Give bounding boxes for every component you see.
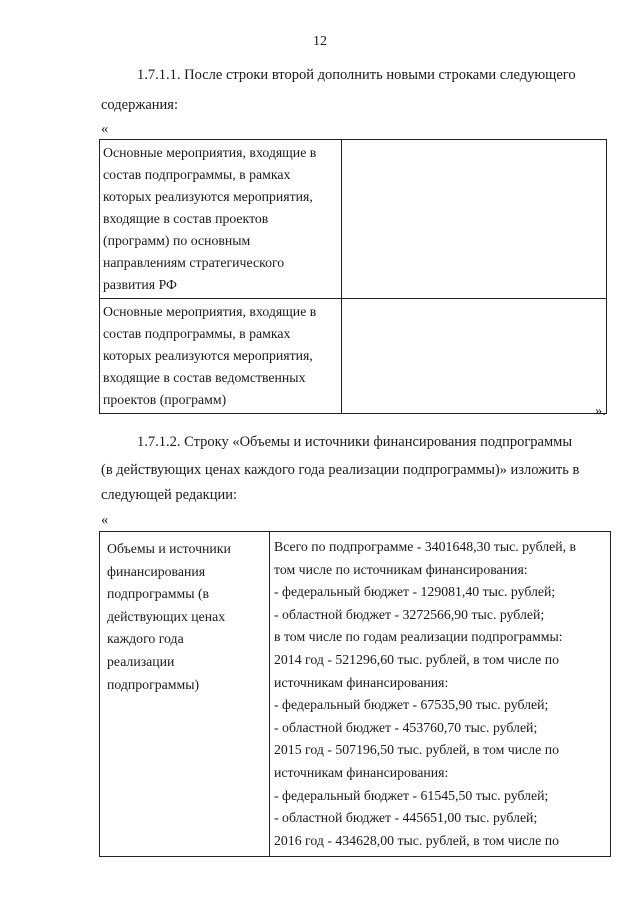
text-line: 2015 год - 507196,50 тыс. рублей, в том числе по: [274, 742, 559, 758]
text-line: - федеральный бюджет - 61545,50 тыс. рублей;: [274, 787, 549, 803]
table-row: [100, 140, 607, 299]
text-line: Объемы и источники: [107, 541, 231, 556]
financing-values-cell: [270, 532, 611, 857]
text-line: (программ) по основным: [103, 233, 251, 248]
row-1-left-cell: [100, 140, 342, 299]
table-row: [100, 299, 607, 414]
text-line: Основные мероприятия, входящие в: [103, 145, 317, 160]
text-line: каждого года: [107, 631, 184, 647]
text-line: 2016 год - 434628,00 тыс. рублей, в том числе по: [274, 832, 559, 848]
text-line: Основные мероприятия, входящие в: [103, 304, 317, 319]
text-line: финансирования: [107, 563, 206, 579]
close-quote-1: ».: [595, 403, 606, 419]
text-line: 2014 год - 521296,60 тыс. рублей, в том числе по: [274, 651, 559, 667]
text-line: которых реализуются мероприятия,: [103, 189, 313, 204]
section-2-line1: Строку «Объемы и источники финансирования подпрограммы: [184, 434, 573, 450]
financing-table: [99, 531, 611, 857]
text-line: источникам финансирования:: [274, 674, 449, 690]
text-line: развития РФ: [103, 277, 177, 292]
text-line: источникам финансирования:: [274, 764, 449, 780]
text-line: том числе по источникам финансирования:: [274, 561, 528, 577]
row-2-right-cell: [342, 299, 607, 414]
section-1-line1: После строки второй дополнить новыми строками следующего: [184, 67, 576, 83]
section-2-line2: (в действующих ценах каждого года реализации подпрограммы)» изложить в: [101, 462, 580, 478]
insert-table: [99, 139, 607, 414]
text-line: действующих ценах: [107, 608, 226, 624]
row-2-left-cell: [100, 299, 342, 414]
text-line: входящие в состав ведомственных: [103, 370, 306, 385]
section-2-heading: [101, 430, 611, 455]
text-line: в том числе по годам реализации подпрограммы:: [274, 629, 563, 645]
text-line: состав подпрограммы, в рамках: [103, 326, 291, 341]
table-row: [100, 532, 611, 857]
text-line: подпрограммы): [107, 676, 200, 692]
text-line: направлениям стратегического: [103, 255, 285, 270]
section-2-line3: следующей редакции:: [101, 487, 238, 503]
section-1-heading: [101, 63, 611, 88]
text-line: реализации: [107, 653, 175, 669]
text-line: - областной бюджет - 3272566,90 тыс. рублей;: [274, 606, 545, 622]
text-line: подпрограммы (в: [107, 586, 210, 602]
text-line: состав подпрограммы, в рамках: [103, 167, 291, 182]
section-1-number: 1.7.1.1.: [137, 67, 181, 83]
text-line: - федеральный бюджет - 67535,90 тыс. рублей;: [274, 697, 549, 713]
text-line: - областной бюджет - 445651,00 тыс. рублей;: [274, 810, 538, 826]
section-2-number: 1.7.1.2.: [137, 434, 181, 450]
text-line: Всего по подпрограмме - 3401648,30 тыс. рублей, в: [274, 539, 577, 554]
section-1-line2: содержания:: [101, 97, 179, 113]
financing-label-cell: [100, 532, 270, 857]
page-number: 12: [313, 34, 327, 49]
text-line: входящие в состав проектов: [103, 211, 269, 226]
row-1-right-cell: [342, 140, 607, 299]
open-quote-1: «: [101, 121, 109, 137]
text-line: - областной бюджет - 453760,70 тыс. рублей;: [274, 719, 538, 735]
text-line: - федеральный бюджет - 129081,40 тыс. рублей;: [274, 584, 556, 600]
text-line: проектов (программ): [103, 392, 227, 407]
text-line: которых реализуются мероприятия,: [103, 348, 313, 363]
open-quote-2: «: [101, 512, 109, 528]
